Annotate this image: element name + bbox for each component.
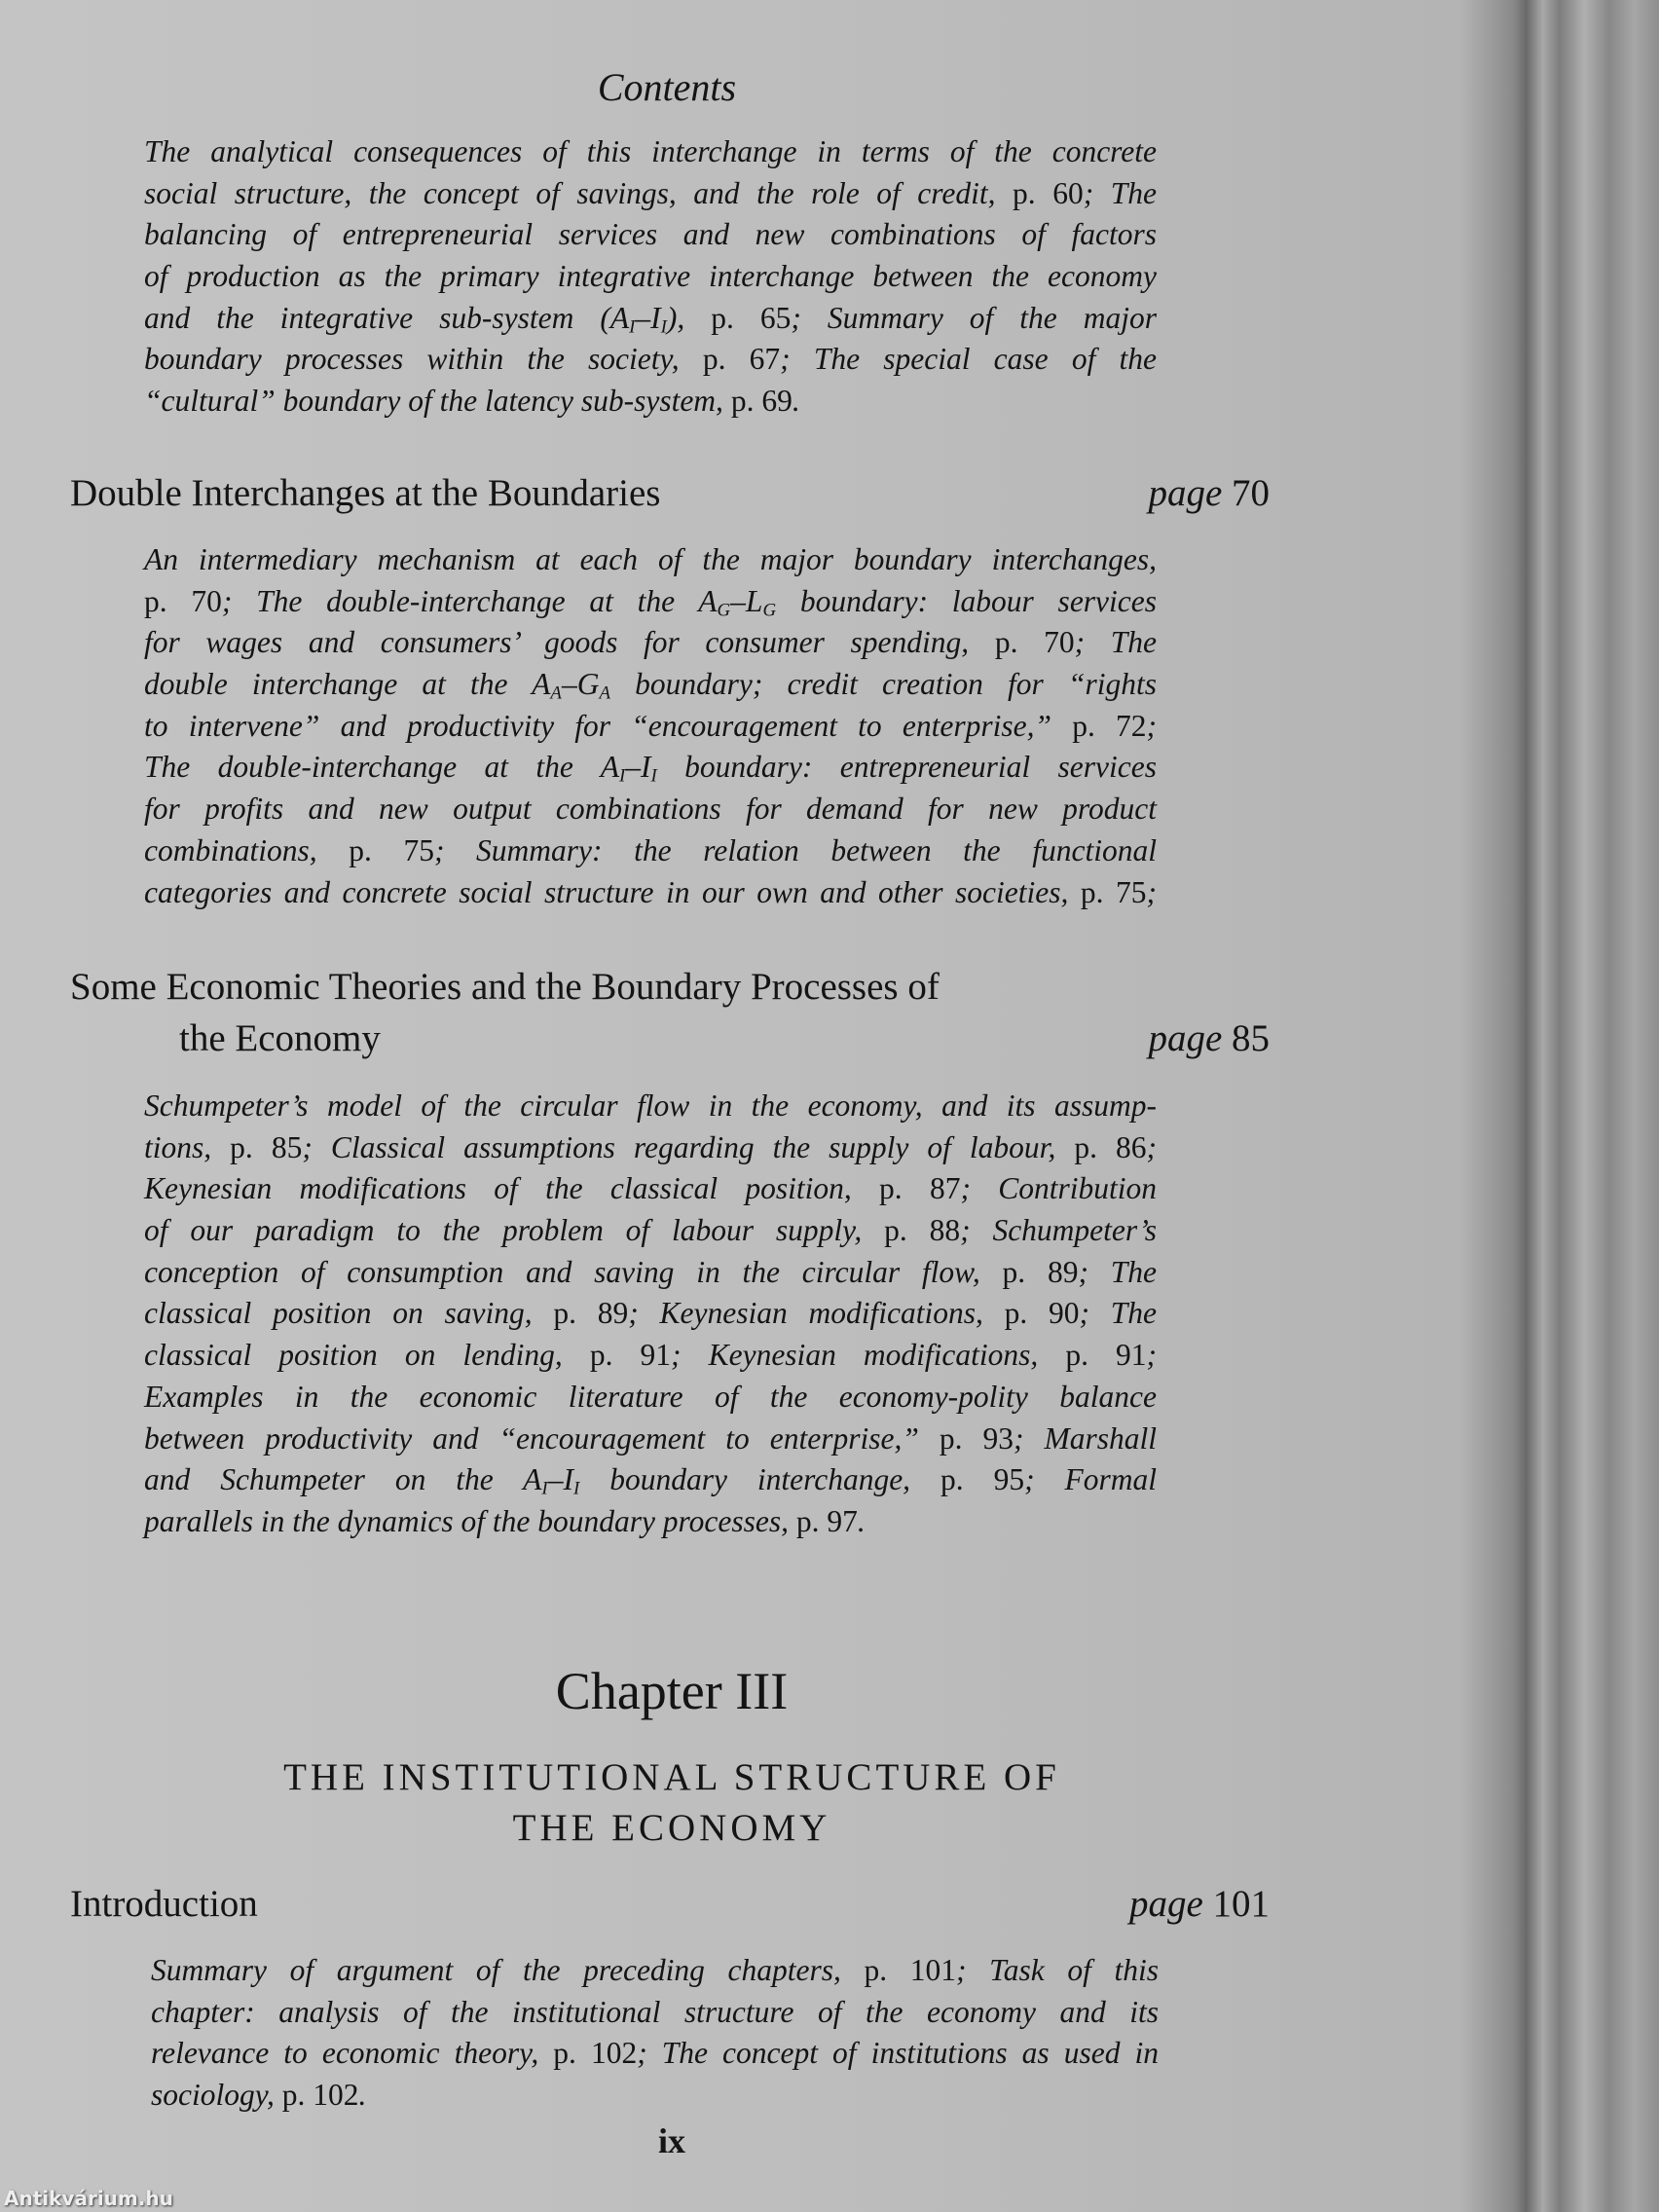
text-segment: tions, p. 85; Classical assumptions regarding the supply of labour, p. 86; [144,1129,1158,1164]
page-ref: p. 69 [730,384,793,419]
chapter-number: Chapter III [555,1662,789,1720]
text-line [144,1127,1157,1169]
text-line [144,581,1157,623]
text-line [144,664,1157,706]
text-segment: conception of consumption and saving in the circular flow, p. 89; The [144,1254,1158,1289]
page-ref: p. 70 [994,625,1075,660]
text-segment: balancing of entrepreneurial services and new combinations of factors [144,217,1157,252]
text-segment: boundary; credit creation for “rights [609,667,1158,702]
subscript: I [572,1478,580,1499]
text-line [144,747,1157,789]
page-ref: p. 88 [884,1213,961,1248]
text-segment: The analytical consequences of this interchange in terms of the concrete [144,134,1157,168]
page-number: 101 [1212,1883,1270,1925]
text-segment: The double-interchange at the A [144,750,619,785]
text-line [144,1459,1157,1501]
section-title-line: the Economy [179,1017,381,1059]
contents-entry-summary [144,539,1157,913]
subscript: I [618,766,626,788]
page-ref: p. 75 [1080,874,1147,909]
page-ref: p. 91 [1065,1338,1147,1373]
text-segment: relevance to economic theory, p. 102; The concept of institutions as used in [151,2036,1160,2071]
subscript: A [599,682,610,704]
subscript: A [550,682,562,704]
page-reference [1148,1013,1270,1064]
text-line [144,1501,1157,1543]
text-line [151,1950,1159,1992]
subscript: I [541,1478,548,1499]
page-ref: p. 72 [1072,708,1147,743]
text-segment: social structure, the concept of savings, and the role of credit, p. 60; The [144,175,1158,210]
page-label: page [1128,1883,1203,1925]
watermark: Antikvárium.hu [4,2187,173,2210]
text-segment: Schumpeter’s model of the circular flow in the economy, and its assump- [144,1088,1157,1123]
text-line [144,1419,1157,1460]
text-segment: boundary interchange, p. 95; Formal [579,1462,1158,1497]
text-line [144,131,1157,173]
text-line [144,339,1157,381]
page-ref: p. 93 [939,1420,1014,1456]
text-segment: to intervene” and productivity for “encouragement to enterprise,” p. 72; [144,708,1158,743]
page-reference [1148,467,1270,519]
text-segment: –I [547,1462,573,1497]
section-heading-economic-theories [70,961,1270,1064]
page-ref: p. 70 [144,583,222,618]
text-segment: of our paradigm to the problem of labour supply, p. 88; Schumpeter’s [144,1213,1158,1248]
subscript: G [762,600,777,621]
page-ref: p. 91 [589,1338,672,1373]
text-segment: classical position on saving, p. 89; Keynesian modifications, p. 90; The [144,1296,1158,1331]
text-segment: Summary of argument of the preceding chapters, p. 101; Task of this [151,1953,1160,1987]
text-segment: and Schumpeter on the A [144,1462,542,1497]
text-segment: for profits and new output combinations for demand for new product [144,792,1157,827]
page-ref: p. 67 [702,342,781,377]
page-number: 85 [1232,1017,1270,1059]
page-label: page [1148,1017,1223,1059]
contents-entry-summary [144,1086,1157,1543]
section-title-line: Some Economic Theories and the Boundary Processes of [70,966,940,1008]
page-ref: p. 95 [940,1462,1025,1497]
text-segment: sociology, p. 102. [151,2078,367,2113]
page-folio: ix [657,2121,685,2160]
page-number: 70 [1232,472,1270,514]
subscript: G [717,600,731,621]
text-line [144,1293,1157,1335]
text-segment: parallels in the dynamics of the boundary processes, p. 97. [144,1503,866,1538]
text-line [144,1086,1157,1127]
text-segment: for wages and consumers’ goods for consumer spending, p. 70; The [144,625,1158,660]
page-ref: p. 60 [1013,175,1084,210]
text-segment: Keynesian modifications of the classical position, p. 87; Contribution [144,1171,1158,1206]
section-title: Double Interchanges at the Boundaries [70,472,661,514]
text-segment: categories and concrete social structure in our own and other societies, p. 75; [144,874,1157,909]
page-ref: p. 87 [879,1171,961,1206]
subscript: I [660,316,667,338]
section-heading-double-interchanges [70,467,1270,519]
page-ref: p. 102 [281,2078,359,2113]
text-segment: double interchange at the A [144,667,551,702]
text-line [144,622,1157,664]
text-segment: combinations, p. 75; Summary: the relation between the functional [144,832,1158,867]
section-title: Introduction [70,1883,258,1925]
text-segment: –L [730,583,763,618]
text-line [144,1252,1157,1294]
text-segment: between productivity and “encouragement to enterprise,” p. 93; Marshall [144,1420,1158,1456]
text-line [144,214,1157,256]
text-line [144,789,1157,830]
chapter-title-line: THE INSTITUTIONAL STRUCTURE OF [283,1756,1060,1798]
chapter-title-line: THE ECONOMY [512,1807,831,1849]
text-segment: chapter: analysis of the institutional structure of the economy and its [151,1994,1159,2029]
contents-entry-summary [144,131,1157,423]
text-segment: ), p. 65; Summary of the major [666,300,1157,335]
page-ref: p. 85 [230,1129,303,1164]
page-ref: p. 102 [553,2036,638,2071]
contents-entry-summary [151,1950,1159,2117]
page-ref: p. 101 [864,1953,957,1987]
page-ref: p. 89 [1002,1254,1079,1289]
page-ref: p. 97 [795,1503,858,1538]
text-line [144,706,1157,748]
text-segment: boundary: labour services [776,583,1158,618]
text-segment: of production as the primary integrative interchange between the economy [144,259,1157,294]
subscript: I [650,766,657,788]
text-line [144,381,1157,423]
text-line [144,1377,1157,1419]
text-segment: Examples in the economic literature of the economy-polity balance [144,1379,1157,1414]
text-segment: –I [635,300,661,335]
text-segment: and the integrative sub-system (A [144,300,630,335]
page-ref: p. 90 [1004,1296,1080,1331]
page-reference [1129,1878,1270,1930]
text-line [144,256,1157,298]
text-line [144,1210,1157,1252]
text-segment: boundary processes within the society, p. 67; The special case of the [144,342,1157,377]
section-heading-introduction [70,1878,1270,1930]
page-ref: p. 89 [553,1296,629,1331]
page-ref: p. 65 [711,300,792,335]
chapter-title [0,1752,1344,1854]
text-segment: classical position on lending, p. 91; Keynesian modifications, p. 91; [144,1338,1157,1373]
text-segment: p. 70; The double-interchange at the A [144,583,718,618]
page-ref: p. 86 [1074,1129,1147,1164]
text-segment: –G [561,667,600,702]
text-segment: –I [625,750,651,785]
text-line [144,830,1157,872]
text-segment: “cultural” boundary of the latency sub-system, p. 69. [144,384,800,419]
text-line [144,1335,1157,1377]
text-line [151,1992,1159,2034]
text-line [144,872,1157,914]
text-segment: boundary: entrepreneurial services [656,750,1157,785]
running-head: Contents [597,65,737,109]
text-line [144,173,1157,215]
text-line [144,1168,1157,1210]
page-label: page [1148,472,1223,514]
text-segment: An intermediary mechanism at each of the major boundary interchanges, [144,542,1157,576]
page-ref: p. 75 [349,832,434,867]
text-line [144,298,1157,340]
text-line [151,2033,1159,2075]
subscript: I [629,316,636,338]
text-line [144,539,1157,581]
text-line [151,2075,1159,2117]
